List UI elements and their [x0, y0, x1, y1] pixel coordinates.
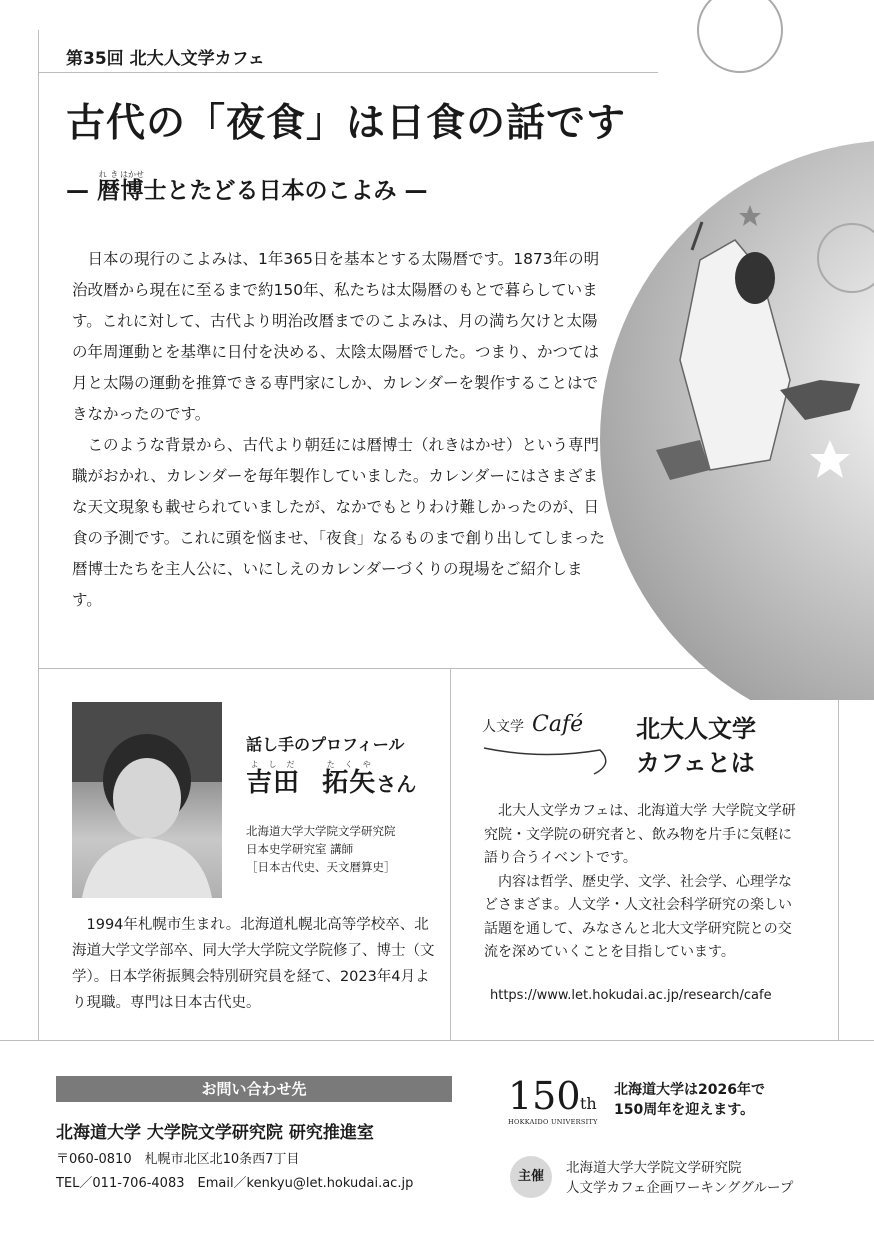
intro-paragraph-1: 日本の現行のこよみは、1年365日を基本とする太陽暦です。1873年の明治改暦から現在に至るまで約150年、私たちは太陽暦のもとで暮らしています。これに対して、古代より明治改暦までのこよみは、月の満ち欠けと太陽の年周運動とを基準に日付を決める、太陰太陽暦でした。つまり、かつては月と太陽の運動を推算できる専門家にしか、カレンダーを製作することはできなかったのです。: [72, 250, 600, 423]
cafe-logo-en: Café: [532, 712, 584, 737]
subtitle-ruby-hakase: 博はかせ: [120, 170, 145, 204]
cafe-logo: [482, 712, 612, 782]
cafe-logo-swoosh: [482, 742, 612, 778]
frame-left: [38, 30, 39, 1040]
cafe-url-link[interactable]: https://www.let.hokudai.ac.jp/research/cafe: [490, 988, 772, 1003]
about-paragraph-2: 内容は哲学、歴史学、文学、社会学、心理学などさまざま。人文学・人文社会科学研究の楽しい話題を通して、みなさんと北大文学研究院との交流を深めていくことを目指しています。: [484, 873, 792, 960]
contact-org: 北海道大学 大学院文学研究院 研究推進室: [56, 1123, 374, 1143]
subtitle: [66, 170, 428, 205]
anniversary-logo-number: 150: [508, 1074, 581, 1118]
contact-tel-email: TEL／011-706-4083 Email／kenkyu@let.hokudai.ac.jp: [56, 1176, 414, 1191]
host-badge: 主催: [510, 1156, 552, 1198]
intro-text: [72, 244, 612, 616]
cafe-logo-jp: 人文学: [482, 719, 524, 735]
main-title: 古代の「夜食」は日食の話です: [66, 101, 627, 146]
series-label: 第35回 北大人文学カフェ: [66, 49, 265, 69]
intro-paragraph-2: このような背景から、古代より朝廷には暦博士（れきはかせ）という専門職がおかれ、カレンダーを毎年製作していました。カレンダーにはさまざまな天文現象も載せられていましたが、なかでもとりわけ難しかったのが、日食の予測です。これに頭を悩ませ、「夜食」なるものまで創り出してしまった暦博士たちを主人公に、いにしえのカレンダーづくりの現場をご紹介します。: [72, 436, 606, 609]
speaker-portrait: [72, 702, 222, 898]
about-paragraph-1: 北大人文学カフェは、北海道大学 大学院文学研究院・文学院の研究者と、飲み物を片手に気軽に語り合うイベントです。: [484, 803, 796, 866]
astronomer-head: [735, 252, 775, 304]
speaker-bio: 1994年札幌市生まれ。北海道札幌北高等学校卒、北海道大学文学部卒、同大学大学院文学院修了、博士（文学）。日本学術振興会特別研究員を経て、2023年4月より現職。専門は日本古代史。: [72, 917, 435, 1011]
anniversary-text: 北海道大学は2026年で 150周年を迎えます。: [614, 1082, 765, 1118]
about-text: [484, 800, 804, 965]
speaker-name: 吉田よしだ 拓矢たくやさん: [246, 760, 417, 798]
contact-address: 〒060-0810 札幌市北区北10条西7丁目 TEL／011-706-4083 Email／kenkyu@let.hokudai.ac.jp: [56, 1148, 413, 1196]
anniversary-logo-suffix: th: [580, 1094, 597, 1113]
contact-header: お問い合わせ先: [56, 1076, 452, 1102]
speaker-photo: [72, 702, 222, 898]
frame-bottom: [0, 1040, 874, 1041]
speaker-family-name: 吉田: [246, 768, 301, 798]
subtitle-ruby-reki: 暦れき: [97, 170, 121, 204]
frame-divider: [450, 668, 451, 1040]
subtitle-prefix: —: [66, 178, 98, 204]
subtitle-rest: 士とたどる日本のこよみ —: [143, 178, 428, 204]
host-text: 北海道大学大学院文学研究院 人文学カフェ企画ワーキンググループ: [566, 1160, 794, 1196]
speaker-affiliation: 北海道大学大学院文学研究院 日本史学研究室 講師 ［日本古代史、天文暦算史］: [246, 824, 396, 874]
anniversary-logo: [508, 1074, 604, 1130]
profile-heading: 話し手のプロフィール: [246, 735, 405, 754]
speaker-honorific: さん: [376, 772, 417, 796]
shirt: [82, 838, 212, 898]
face: [113, 758, 181, 838]
about-title: 北大人文学 カフェとは: [636, 715, 756, 777]
anniversary-logo-caption: HOKKAIDO UNIVERSITY: [508, 1118, 598, 1126]
moon-circle-top: [698, 0, 782, 72]
speaker-given-name: 拓矢: [322, 768, 377, 798]
